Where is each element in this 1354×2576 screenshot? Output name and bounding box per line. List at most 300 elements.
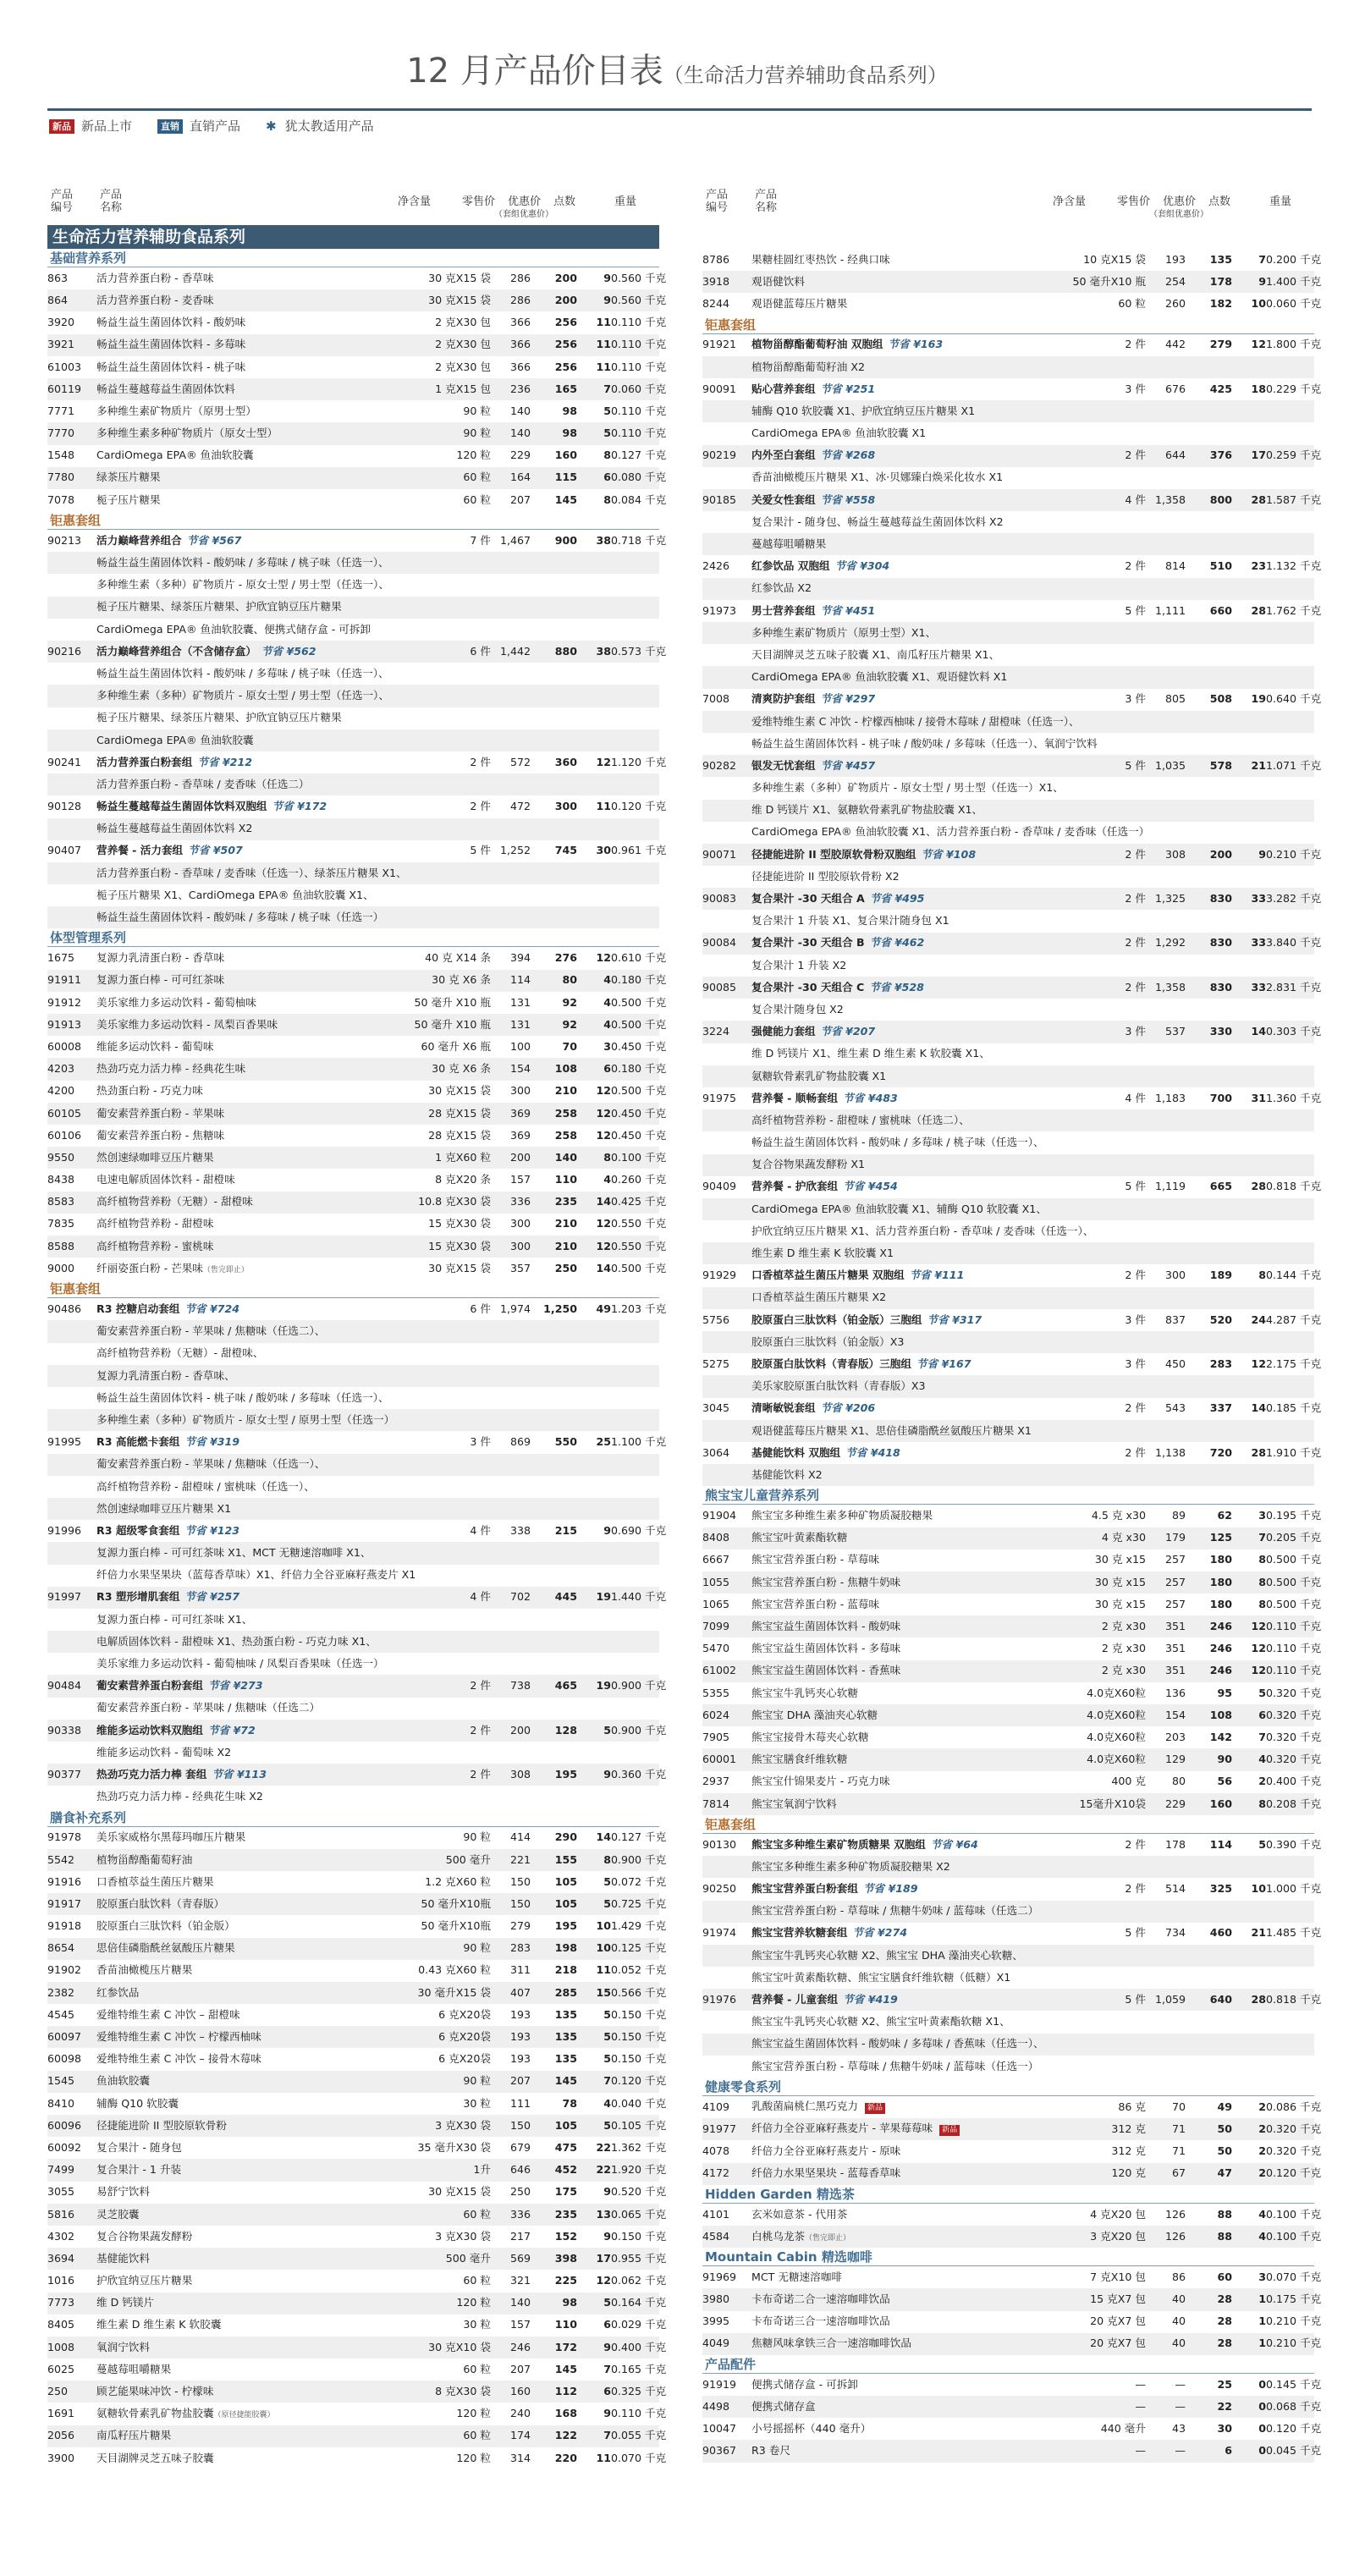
product-name-cell	[751, 1948, 1048, 1962]
product-code: 4078	[702, 2144, 730, 2158]
product-row	[47, 2048, 667, 2070]
retail-price: 1,358	[1154, 980, 1186, 994]
offer-price	[531, 2140, 577, 2154]
product-row	[47, 489, 667, 511]
product-name: 畅益生益生菌固体饮料 - 多莓味	[96, 338, 246, 351]
product-name: 活力营养蛋白粉 - 香草味	[96, 271, 214, 284]
offer-price	[531, 1197, 577, 1208]
net-quantity: 2 件	[1125, 1837, 1146, 1851]
retail-price: 131	[509, 995, 531, 1009]
product-name-cell	[96, 1459, 393, 1470]
product-name: 复源力蛋白棒 - 可可红茶味	[96, 973, 225, 987]
points-value: 12	[1251, 1642, 1266, 1655]
product-code: 90219	[702, 449, 737, 462]
retail-price: 569	[509, 2251, 531, 2265]
bundle-detail-row	[702, 622, 1314, 644]
product-name-cell	[96, 666, 393, 680]
product-name: 活力营养蛋白粉套组	[96, 755, 193, 768]
offer-price	[531, 953, 577, 964]
offer-price	[1186, 1621, 1232, 1632]
points-value: 4	[603, 1017, 611, 1031]
points	[577, 472, 611, 483]
weight: 0.150 千克	[611, 2007, 667, 2021]
product-code: 8588	[47, 1239, 75, 1252]
bundle-detail-row	[47, 685, 659, 707]
product-row	[47, 751, 667, 773]
weight: 0.320 千克	[1266, 2144, 1322, 2158]
product-name-cell	[96, 1921, 393, 1932]
offer-price-value: 125	[1209, 1531, 1232, 1544]
points-value: 38	[596, 533, 611, 547]
points	[1232, 1665, 1266, 1676]
product-name-cell	[96, 2207, 393, 2221]
offer-price	[1186, 980, 1232, 994]
offer-price	[1186, 1710, 1232, 1721]
net-quantity: 2 件	[1125, 559, 1146, 573]
weight: 1.360 千克	[1266, 1091, 1322, 1104]
product-row	[702, 1549, 1322, 1571]
bundle-detail-row	[47, 663, 659, 685]
product-row	[47, 2270, 667, 2292]
offer-price-value: 180	[1209, 1553, 1232, 1566]
retail-price: 336	[509, 1195, 531, 1208]
bundle-detail-row	[47, 1542, 659, 1564]
net-quantity: 3 件	[470, 1435, 491, 1449]
product-name: 活力营养蛋白粉 - 香草味 / 麦香味（任选二）	[96, 777, 310, 790]
offer-price	[1186, 1599, 1232, 1610]
points-value: 14	[596, 1195, 611, 1208]
offer-price-value: 49	[1217, 2100, 1232, 2113]
retail-price: 869	[509, 1435, 531, 1449]
offer-price-value: 550	[554, 1435, 577, 1449]
net-quantity: 120 粒	[456, 2451, 491, 2464]
product-row	[702, 1616, 1322, 1638]
weight: 1.000 千克	[1266, 1882, 1322, 1896]
product-name: 熊宝宝多种维生素多种矿物质凝胶糖果 X2	[751, 1859, 950, 1873]
product-code: 91912	[47, 995, 82, 1009]
offer-price	[531, 317, 577, 328]
offer-price	[1186, 299, 1232, 310]
points-value: 5	[603, 1896, 611, 1910]
weight: 2.175 千克	[1266, 1357, 1322, 1370]
points-value: 9	[1258, 847, 1266, 861]
points	[577, 1943, 611, 1954]
offer-price-value: 30	[1217, 2422, 1232, 2436]
savings-label: 节省 ¥207	[820, 1025, 876, 1038]
offer-price-value: 1,250	[543, 1302, 577, 1316]
product-row	[702, 378, 1322, 400]
weight: 0.718 千克	[611, 533, 667, 547]
product-name-cell	[96, 1832, 393, 1843]
product-name: 高纤植物营养粉 - 甜橙味 / 蜜桃味（任选一）、	[96, 1479, 315, 1493]
net-quantity: 120 粒	[456, 2407, 491, 2420]
product-row	[47, 795, 667, 817]
net-quantity: 4.0克X60粒	[1087, 1730, 1146, 1743]
product-name: 美乐家威格尔黑莓玛咖压片糖果	[96, 1830, 246, 1844]
retail-price: 126	[1164, 2207, 1186, 2221]
product-code: 4200	[47, 1084, 75, 1098]
product-name: 顾艺能果味冲饮 - 柠檬味	[96, 2385, 214, 2398]
offer-price-value: 160	[1209, 1797, 1232, 1810]
product-name: 口香植萃益生菌压片糖果	[96, 1874, 214, 1888]
product-name: 爱维特维生素 C 冲饮 – 接骨木莓味	[96, 2052, 261, 2066]
net-quantity: 4 件	[1125, 493, 1146, 506]
product-name: 栀子压片糖果 X1、CardiOmega EPA® 鱼油软胶囊 X1、	[96, 888, 374, 901]
product-code: 90338	[47, 1723, 82, 1737]
retail-price: 178	[1164, 1837, 1186, 1851]
points-value: 49	[596, 1302, 611, 1316]
product-code: 90091	[702, 382, 737, 395]
bundle-detail-row	[702, 1375, 1314, 1397]
product-row	[702, 2118, 1322, 2140]
product-name-cell	[96, 2298, 393, 2309]
points	[577, 339, 611, 350]
offer-price-value: 520	[1209, 1313, 1232, 1326]
retail-price: 837	[1164, 1313, 1186, 1326]
net-quantity: 5 件	[1125, 758, 1146, 772]
points-value: 31	[1251, 1091, 1266, 1104]
product-row	[702, 1878, 1322, 1900]
points	[577, 533, 611, 547]
retail-price: 207	[509, 493, 531, 506]
bundle-detail-row	[702, 1945, 1314, 1967]
points	[577, 362, 611, 373]
points	[1232, 2272, 1266, 2283]
product-row	[47, 1236, 667, 1258]
product-code: 90367	[702, 2444, 737, 2458]
net-quantity: 60 粒	[463, 493, 491, 506]
product-row	[702, 977, 1322, 999]
product-name-cell	[96, 1064, 393, 1075]
legend-direct-label: 直销产品	[190, 118, 241, 134]
retail-price: 300	[509, 1084, 531, 1098]
product-name: 易舒宁饮料	[96, 2185, 150, 2199]
offer-price-value: 198	[554, 1941, 577, 1955]
product-code: 60092	[47, 2140, 82, 2154]
weight: 0.450 千克	[611, 1039, 667, 1053]
product-name: 径捷能进阶 II 型胶原软骨粉双胞组	[751, 847, 916, 861]
offer-price	[1186, 1511, 1232, 1522]
bundle-detail-row	[47, 906, 659, 928]
star-icon: ✱	[266, 118, 277, 134]
net-quantity: 30 克 X6 条	[432, 1062, 491, 1076]
retail-price: 369	[509, 1128, 531, 1142]
points	[1232, 1027, 1266, 1038]
weight: 0.120 千克	[611, 2074, 667, 2088]
net-quantity: 312 克	[1111, 2144, 1146, 2158]
retail-price: 442	[1164, 338, 1186, 351]
header-offer-sub: （套组优惠价）	[1149, 210, 1208, 219]
retail-price: 369	[509, 1106, 531, 1120]
product-name: 熊宝宝牛乳钙夹心软糖	[751, 1686, 858, 1699]
product-row	[702, 1176, 1322, 1198]
product-name-cell	[96, 1548, 393, 1559]
product-row	[47, 992, 667, 1014]
product-name: 维能多运动饮料 - 葡萄味	[96, 1039, 214, 1053]
points	[577, 1437, 611, 1448]
product-name-cell	[96, 1175, 393, 1186]
offer-price-value: 425	[1209, 382, 1232, 395]
retail-price: 394	[509, 951, 531, 965]
weight: 0.500 千克	[1266, 1575, 1322, 1588]
product-row	[702, 2163, 1322, 2185]
net-quantity: 3 件	[1125, 1025, 1146, 1038]
savings-label: 节省 ¥113	[212, 1767, 267, 1781]
product-code: 7099	[702, 1620, 730, 1633]
product-code: 91973	[702, 603, 737, 617]
net-quantity: 6 件	[470, 1302, 491, 1316]
offer-price	[1186, 847, 1232, 861]
retail-price: 246	[509, 2340, 531, 2353]
net-quantity: 2 克 x30	[1101, 1642, 1146, 1655]
bundle-detail-row	[702, 1109, 1314, 1131]
offer-price-value: 172	[554, 2340, 577, 2353]
retail-price: 71	[1171, 2144, 1186, 2158]
product-name-cell	[96, 1943, 393, 1954]
offer-price	[531, 2298, 577, 2309]
product-name: 辅酶 Q10 软胶囊	[96, 2096, 179, 2110]
points-value: 25	[596, 1435, 611, 1449]
product-row	[47, 356, 667, 378]
retail-price: 40	[1171, 2315, 1186, 2328]
product-code: 90377	[47, 1767, 82, 1781]
offer-price	[531, 1039, 577, 1053]
product-row	[47, 2293, 667, 2315]
product-row	[702, 1834, 1322, 1856]
product-row	[702, 2418, 1322, 2440]
product-name: 然创速绿咖啡豆压片糖果 X1	[96, 1501, 232, 1515]
points-value: 12	[1251, 1620, 1266, 1633]
bundle-detail-row	[47, 1320, 659, 1342]
product-name: 葡安素营养蛋白粉 - 焦糖味	[96, 1128, 225, 1142]
weight: 0.320 千克	[1266, 1686, 1322, 1699]
weight: 0.325 千克	[611, 2385, 667, 2398]
product-name: 爱维特维生素 C 冲饮 – 甜橙味	[96, 2007, 240, 2021]
net-quantity: 3 克X30 袋	[435, 2229, 491, 2243]
offer-price-value: 210	[554, 1217, 577, 1230]
points	[577, 1304, 611, 1315]
product-name: 香苗油橄榄压片糖果 X1、冰·贝娜臻白焕采化妆水 X1	[751, 471, 1004, 484]
retail-price: 111	[509, 2096, 531, 2110]
product-name-cell	[96, 845, 393, 856]
product-row	[47, 2004, 667, 2026]
bundle-detail-row	[702, 1220, 1314, 1242]
product-code: 90071	[702, 847, 737, 861]
product-code: 91976	[702, 1993, 737, 2006]
net-quantity: 5 件	[1125, 1926, 1146, 1940]
retail-price: 300	[509, 1239, 531, 1252]
points-value: 12	[596, 1106, 611, 1120]
product-name-cell	[751, 1137, 1048, 1148]
product-row	[47, 2226, 667, 2248]
points	[577, 2320, 611, 2331]
points-value: 4	[1258, 2229, 1266, 2243]
points	[1232, 2446, 1266, 2457]
bundle-detail-row	[702, 1043, 1314, 1065]
weight: 0.052 千克	[611, 1963, 667, 1977]
points-value: 4	[603, 973, 611, 987]
product-code: 91995	[47, 1435, 82, 1449]
product-name: 熊宝宝益生菌固体饮料 - 多莓味	[751, 1642, 901, 1655]
weight: 1.100 千克	[611, 1435, 667, 1449]
product-name: 畅益生益生菌固体饮料 - 酸奶味 / 多莓味 / 桃子味（任选一）、	[96, 556, 389, 570]
product-row	[702, 555, 1322, 577]
product-name-cell	[751, 2229, 1048, 2243]
product-name: 天目湖牌灵芝五味子胶囊	[96, 2451, 214, 2464]
product-row	[702, 1353, 1322, 1375]
product-name: 热劲巧克力活力棒 套组	[96, 1767, 207, 1781]
weight: 0.500 千克	[611, 1084, 667, 1098]
category-heading: 钜惠套组	[702, 1815, 1314, 1834]
product-name-cell	[96, 2118, 393, 2132]
product-row	[47, 334, 667, 356]
product-name-cell	[96, 1592, 393, 1603]
product-code: 3980	[702, 2293, 730, 2306]
offer-price	[531, 1767, 577, 1781]
product-name-cell	[96, 801, 393, 812]
savings-label: 节省 ¥507	[188, 844, 243, 857]
retail-price: 1,442	[499, 644, 531, 658]
weight: 3.282 千克	[1266, 892, 1322, 905]
retail-price: 311	[509, 1963, 531, 1977]
offer-price-value: 128	[554, 1723, 577, 1737]
product-name-cell	[751, 1906, 1048, 1917]
product-name-cell	[96, 1437, 393, 1448]
weight: 1.920 千克	[611, 2163, 667, 2177]
product-code: 8654	[47, 1941, 75, 1955]
weight: 0.566 千克	[611, 1985, 667, 1999]
offer-price-value: 145	[554, 493, 577, 506]
offer-price-value: 195	[554, 1919, 577, 1933]
product-name: CardiOmega EPA® 鱼油软胶囊 X1、观语健饮料 X1	[751, 670, 1008, 684]
category-heading: 钜惠套组	[47, 1280, 659, 1298]
offer-price	[531, 2007, 577, 2021]
net-quantity: 2 件	[1125, 892, 1146, 905]
product-name-cell	[751, 339, 1048, 350]
bundle-detail-row	[47, 862, 659, 884]
product-name: 维生素 D 维生素 K 软胶囊 X1	[751, 1247, 894, 1260]
offer-price	[531, 1304, 577, 1315]
points	[1232, 2294, 1266, 2305]
weight: 0.110 千克	[611, 404, 667, 417]
bundle-detail-row	[702, 533, 1314, 555]
retail-price: 240	[509, 2407, 531, 2420]
product-name: 营养餐 - 顺畅套组	[751, 1091, 839, 1104]
points-value: 38	[596, 644, 611, 658]
net-quantity: 440 毫升	[1100, 2422, 1146, 2436]
bundle-detail-row	[702, 822, 1314, 844]
offer-price	[531, 1219, 577, 1230]
points-value: 5	[603, 2296, 611, 2309]
retail-price: 40	[1171, 2293, 1186, 2306]
offer-price	[1186, 1776, 1232, 1787]
product-code: 7008	[702, 692, 730, 706]
category-heading: 钜惠套组	[47, 511, 659, 530]
product-name-cell	[751, 1270, 1048, 1281]
product-code: 3694	[47, 2251, 75, 2265]
product-row	[702, 1748, 1322, 1770]
offer-price	[1186, 2272, 1232, 2283]
product-name: 多种维生素（多种）矿物质片 - 原女士型 / 原男士型（任选一）	[96, 1412, 395, 1426]
points	[577, 317, 611, 328]
net-quantity: 10.8 克X30 袋	[418, 1195, 491, 1208]
points-value: 0	[1258, 2377, 1266, 2391]
points	[577, 1681, 611, 1692]
product-code: 2426	[702, 559, 730, 573]
retail-price: 160	[509, 2385, 531, 2398]
product-name: 葡安素营养蛋白粉 - 苹果味 / 焦糖味（任选二）	[96, 1701, 321, 1715]
points	[1232, 847, 1266, 861]
retail-price: 200	[509, 1723, 531, 1737]
net-quantity: 5 件	[1125, 603, 1146, 617]
product-name: 高纤植物营养粉 - 甜橙味	[96, 1217, 214, 1230]
product-name: 复合果汁 -30 天组合 C	[751, 980, 865, 994]
product-name: 纤倍力水果坚果块（蓝莓香草味）X1、纤倍力全谷亚麻籽燕麦片 X1	[96, 1568, 416, 1582]
offer-price-value: 246	[1209, 1664, 1232, 1677]
net-quantity: 20 克X7 包	[1090, 2315, 1146, 2328]
retail-price: 286	[509, 271, 531, 284]
product-note: （售完即止）	[202, 1265, 249, 1274]
offer-price-value: 745	[554, 844, 577, 857]
savings-label: 节省 ¥567	[186, 533, 242, 547]
offer-price	[1186, 2399, 1232, 2413]
product-name-cell	[96, 533, 393, 547]
net-quantity: 30 克 X6 条	[432, 973, 491, 987]
retail-price: 321	[509, 2274, 531, 2287]
product-row	[47, 1871, 667, 1893]
product-name-cell	[96, 295, 393, 306]
product-row	[702, 2226, 1322, 2248]
product-name-cell	[751, 495, 1048, 506]
product-row	[47, 1960, 667, 1982]
points	[577, 2408, 611, 2419]
category-heading: Hidden Garden 精选茶	[702, 2185, 1314, 2204]
net-quantity: 120 克	[1111, 2166, 1146, 2180]
bundle-detail-row	[47, 1409, 659, 1431]
product-code: 5816	[47, 2207, 75, 2221]
savings-label: 节省 ¥172	[272, 800, 327, 813]
retail-price: 1,111	[1154, 603, 1186, 617]
product-code: 1675	[47, 951, 75, 965]
points-value: 4	[603, 1173, 611, 1186]
offer-price-value: 195	[554, 1767, 577, 1781]
weight: 0.080 千克	[611, 471, 667, 484]
product-name: 维 D 钙镁片 X1、维生素 D 维生素 K 软胶囊 X1、	[751, 1047, 990, 1060]
offer-price-value: 28	[1217, 2337, 1232, 2350]
product-name-cell	[751, 428, 1048, 439]
points-value: 21	[1251, 758, 1266, 772]
points-value: 10	[596, 1919, 611, 1933]
net-quantity: 20 克X7 包	[1090, 2337, 1146, 2350]
retail-price: 40	[1171, 2337, 1186, 2350]
offer-price	[531, 1150, 577, 1164]
product-name-cell	[96, 1568, 416, 1582]
table-header	[47, 178, 659, 225]
retail-price: 357	[509, 1261, 531, 1274]
retail-price: 407	[509, 1985, 531, 1999]
weight: 0.725 千克	[611, 1896, 667, 1910]
weight: 0.955 千克	[611, 2251, 667, 2265]
offer-price-value: 56	[1217, 1775, 1232, 1788]
retail-price: 300	[509, 1217, 531, 1230]
product-name-cell	[96, 866, 407, 879]
weight: 0.229 千克	[1266, 382, 1322, 395]
points-value: 1	[1258, 2293, 1266, 2306]
net-quantity: 8 克X20 条	[435, 1173, 491, 1186]
product-name-cell	[96, 1017, 393, 1031]
net-quantity: 4 件	[470, 1523, 491, 1537]
product-code: 90250	[702, 1882, 737, 1896]
